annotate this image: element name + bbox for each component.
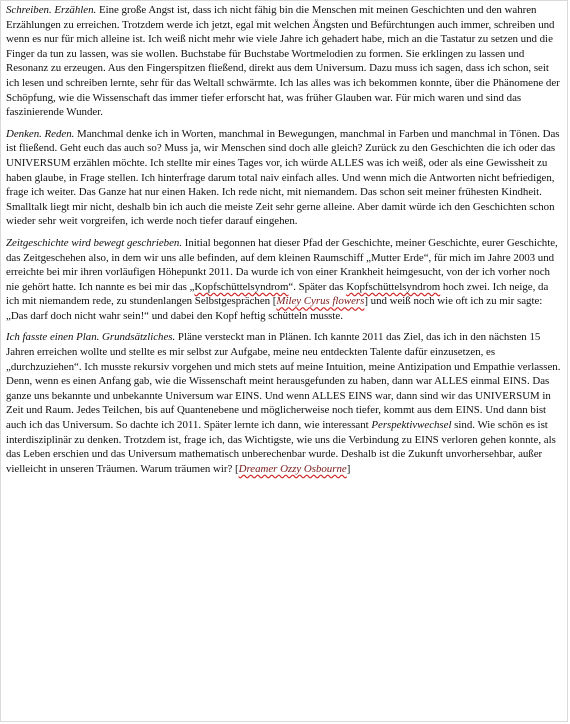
- paragraph-lead: Zeitgeschichte wird bewegt geschrieben.: [6, 236, 183, 249]
- song-reference[interactable]: Dreamer Ozzy Osbourne: [238, 462, 347, 475]
- paragraph-schreiben: [6, 3, 563, 120]
- paragraph-text: Initial begonnen hat dieser Pfad der Geschichte, meiner Geschichte, eurer Geschichte, das Zeitgeschehen also, in dem wir uns alle befinden, auf dem kleinen Raumschiff „Mutter Erde“, für mich im Jahre 2003 und erreichte bei mir ihren vorläufigen Höhepunkt 2011. Da wurde ich von einer Krankheit heimgesucht, von der ich vorher noch nie gehört hatte. Ich nannte es bei mir das „: [6, 236, 558, 293]
- misspelled-word[interactable]: Kopfschüttelsyndrom: [194, 280, 289, 293]
- paragraph-plan: [6, 330, 563, 476]
- italic-term: Perspektivwechsel: [371, 419, 452, 432]
- paragraph-text: sind. Wie schön es ist interdisziplinär zu denken. Trotzdem ist, frage ich, das Wichtigste, wie uns die Verbindung zu EINS verloren gehen konnte, als das Leben erschien und das Universum mathematisch unberechenbar wurde. Deshalb ist die Zukunft unvorhersehbar, außer vielleicht in unseren Träumen. Warum träumen wir? [: [6, 419, 556, 475]
- paragraph-text: ]: [346, 462, 351, 475]
- paragraph-text: hoch zwei. Ich neige, da ich mit niemandem rede, zu stundenlangen Selbstgesprächen [: [6, 280, 549, 308]
- paragraph-zeitgeschichte: [6, 236, 563, 324]
- misspelled-word[interactable]: Kopfschüttelsyndrom: [346, 280, 441, 293]
- paragraph-text: ] und weiß noch wie oft ich zu mir sagte: „Das darf doch nicht wahr sein!“ und dabei den Kopf heftig schütteln musste.: [6, 295, 543, 322]
- paragraph-lead: Denken. Reden.: [6, 127, 75, 140]
- paragraph-lead: Schreiben. Erzählen.: [6, 4, 97, 16]
- paragraph-text: Pläne versteckt man in Plänen. Ich kannte 2011 das Ziel, das ich in den nächsten 15 Jahren erreichen wollte und stellte es mir selbst zur Aufgabe, meine neu entdeckten Talente dafür einzusetzen, es „durchzuziehen“. Ich musste rekursiv vorgehen und mich stets auf meine Intuition, meine Antizipation und Empathie verlassen. Denn, wenn es einen Anfang gab, wie die Wissenschaft meint herausgefunden zu haben, dann war ALLES einmal EINS. Das ganze uns bekannte und unbekannte Universum war EINS. Und wenn ALLES EINS war, dann sind wir das UNIVERSUM in Zeit und Raum. Jedes Teilchen, bis auf Quantenebene und möglicherweise noch tiefer, kommt aus dem EINS. Und dann bist auch ich das Universum. So dachte ich 2011. Später lernte ich dann, wie interessant: [6, 331, 561, 432]
- paragraph-lead: Ich fasste einen Plan. Grundsätzliches.: [6, 331, 176, 344]
- song-reference[interactable]: Miley Cyrus flowers: [276, 295, 365, 308]
- paragraph-text: Eine große Angst ist, dass ich nicht fähig bin die Menschen mit meinen Geschichten und den wahren Erzählungen zu erreichen. Trotzdem werde ich jetzt, egal mit welchen Ängsten und Befürchtungen auch immer, schreiben und wenn es nur für mich alleine ist. Ich weiß nicht mehr wie viele Jahre ich gehadert habe, mich an die Tastatur zu setzen und die Finger da tun zu lassen, was sie wollen. Buchstabe für Buchstabe Wortmelodien zu formen. Sie erklingen zu lassen und Resonanz zu erzeugen. Aus den Fingerspitzen fließend, direkt aus dem Universum. Dazu muss ich sagen, dass ich schon, seit ich lesen und schreiben lernte, sehr für das Weltall schwärmte. Ich las alles was ich bekommen konnte, über die Phänomene der Schöpfung, wie die Wissenschaft das immer tiefer erforscht hat, was früher Glauben war. Für mich waren und sind das faszinierende Wunder.: [6, 4, 560, 119]
- paragraph-denken: [6, 127, 563, 229]
- paragraph-text: Manchmal denke ich in Worten, manchmal in Bewegungen, manchmal in Farben und manchmal in Tönen. Das ist fließend. Geht euch das auch so? Muss ja, wir Menschen sind doch alle gleich? Zurück zu den Geschichten die ich oder das UNIVERSUM erzählen möchte. Ich stellte mir eines Tages vor, ich würde ALLES was ich weiß, oder als eine Gewissheit zu haben glaube, in Frage stellen. Ich hinterfrage darum total naiv einfach alles. Und wenn mich die Antworten nicht befriedigen, frage ich weiter. Das Ganze hat nur einen Haken. Ich rede nicht, mit niemandem. Das schon seit meiner frühesten Kindheit. Smalltalk liegt mir nicht, deshalb bin ich auch die meiste Zeit sehr gerne alleine. Aber damit würde ich den Geschichten schon wieder sehr weit vorgreifen, ich werde noch tiefer darauf eingehen.: [6, 127, 560, 228]
- paragraph-text: “. Später das: [288, 280, 347, 293]
